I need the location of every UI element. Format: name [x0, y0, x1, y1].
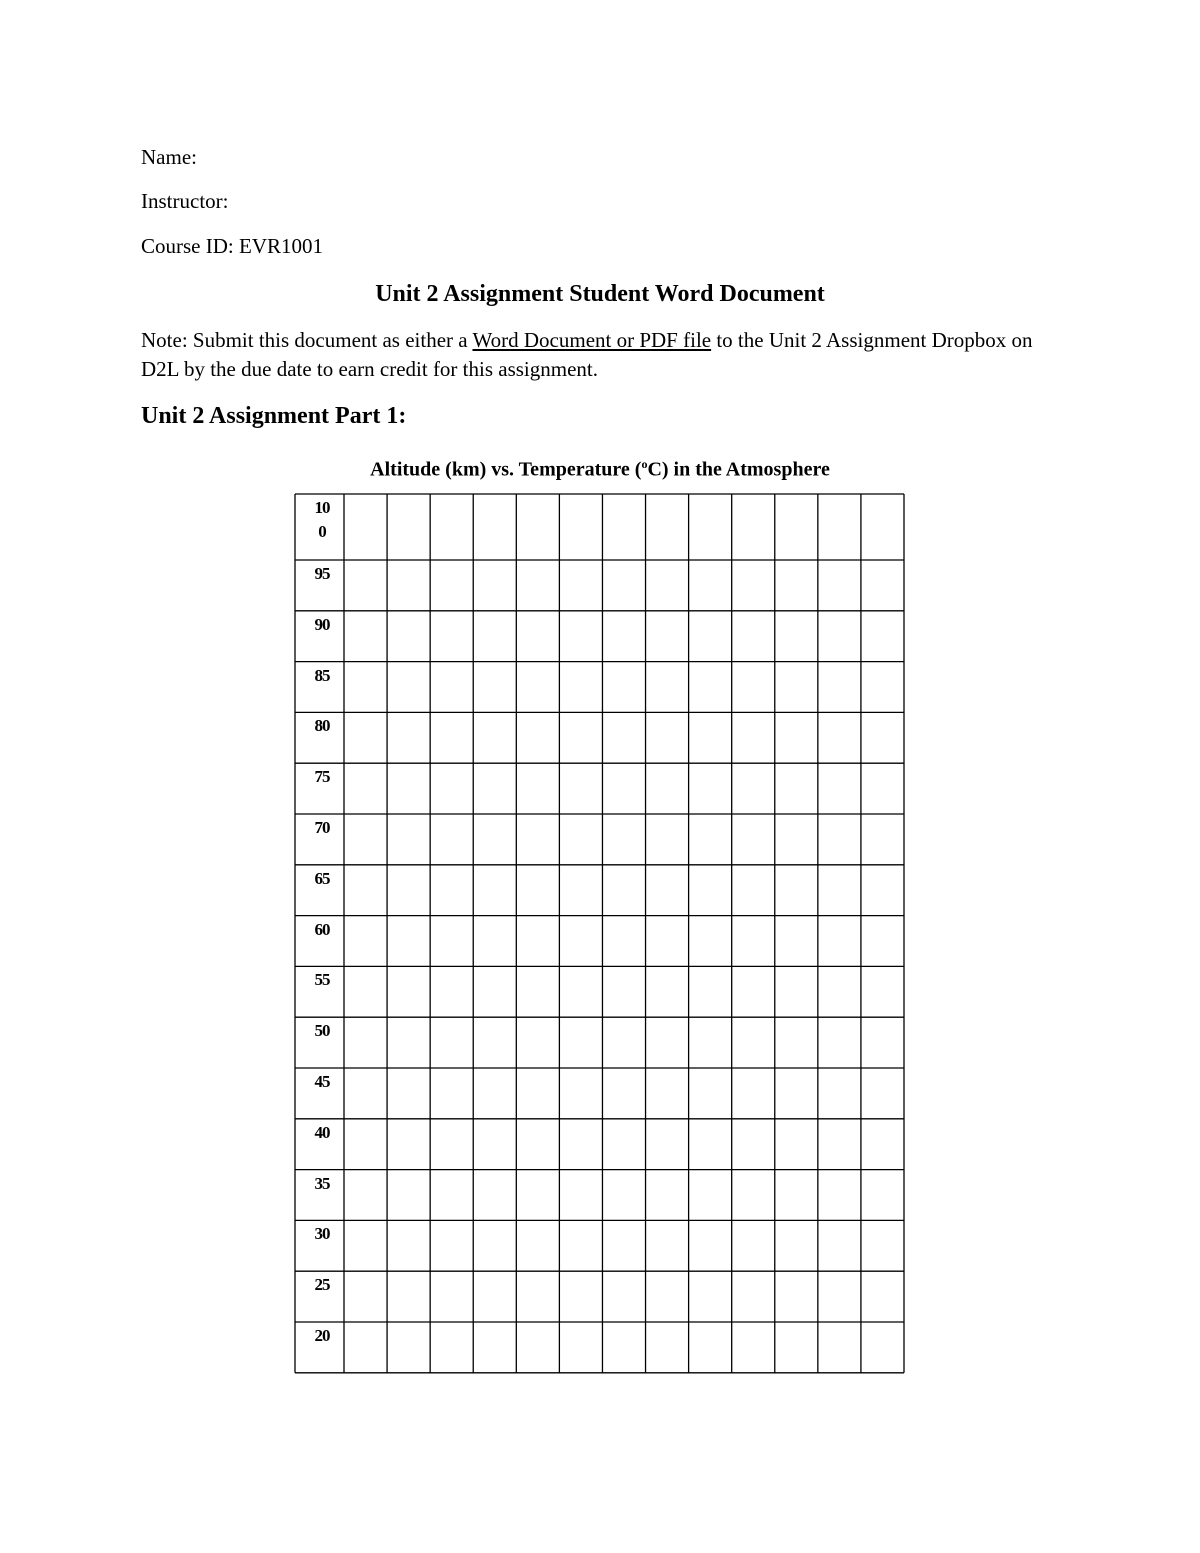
altitude-label: 25 [314, 1275, 330, 1295]
altitude-label: 20 [314, 1326, 330, 1345]
altitude-label: 65 [314, 868, 330, 888]
altitude-label: 55 [314, 970, 330, 990]
chart-title-start: Altitude (km) vs. Temperature ( [370, 458, 642, 481]
altitude-label: 35 [314, 1173, 330, 1193]
instructor-field-label: Instructor: [141, 189, 229, 213]
note-text-start: Note: Submit this document as either a [141, 328, 473, 352]
altitude-label: 90 [314, 614, 330, 634]
note-file-format-text: Word Document or PDF file [472, 328, 712, 352]
submission-note [141, 326, 1061, 384]
course-id-line: Course ID: EVR1001 [141, 234, 323, 258]
name-field-label: Name: [141, 145, 197, 169]
altitude-label: 85 [314, 665, 330, 685]
part-heading: Unit 2 Assignment Part 1: [141, 403, 407, 429]
degree-symbol: o [641, 457, 648, 471]
altitude-label: 70 [314, 818, 330, 837]
chart-title-end: C) in the Atmosphere [647, 458, 830, 481]
altitude-label: 50 [314, 1021, 330, 1041]
altitude-label: 75 [314, 767, 330, 787]
note-text-end: to the Unit 2 Assignment Dropbox on D2L by the due date to earn credit for this assignment. [141, 328, 1033, 381]
altitude-label: 10 0 [314, 498, 330, 541]
document-title: Unit 2 Assignment Student Word Document [375, 281, 825, 307]
altitude-label: 30 [314, 1224, 330, 1244]
altitude-label: 95 [314, 564, 330, 583]
altitude-label: 40 [314, 1122, 330, 1142]
altitude-label: 45 [314, 1072, 330, 1091]
altitude-label: 80 [314, 716, 330, 736]
chart-title [0, 451, 1200, 483]
altitude-label: 60 [314, 919, 330, 939]
